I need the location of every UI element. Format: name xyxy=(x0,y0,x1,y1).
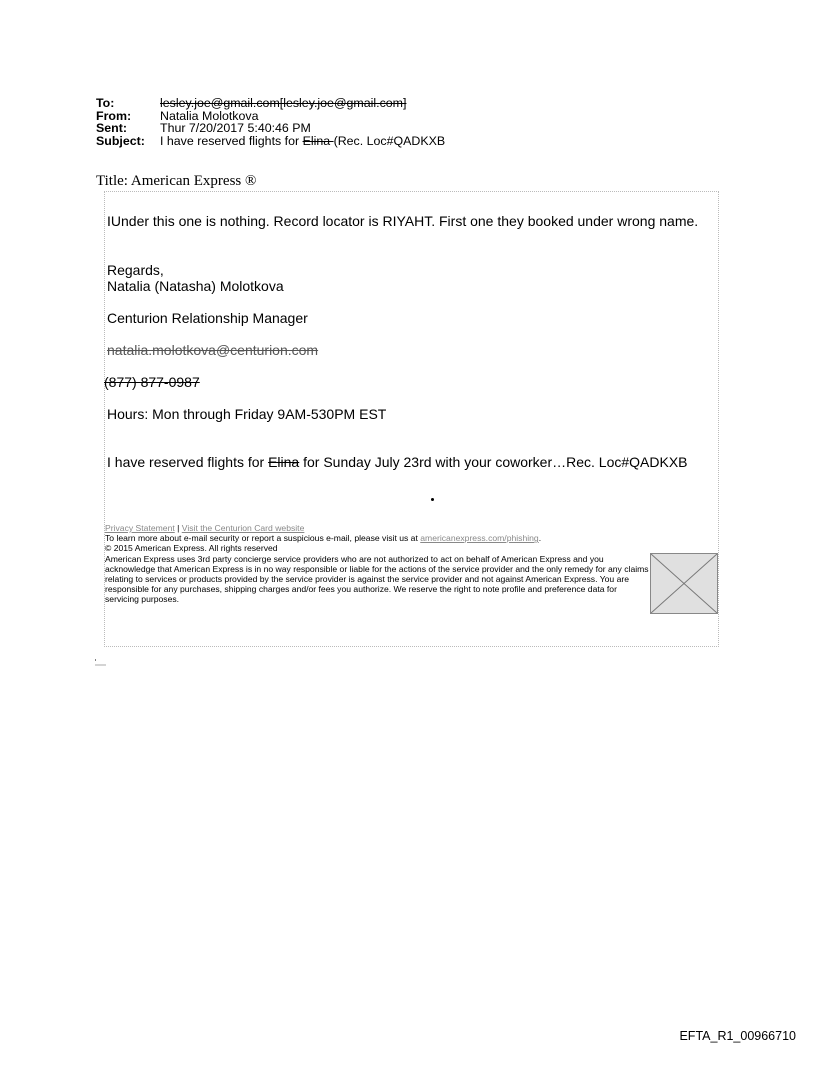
signature-role: Centurion Relationship Manager xyxy=(107,310,308,326)
to-label: To: xyxy=(96,96,115,110)
to-value: lesley.joe@gmail.com[lesley.joe@gmail.com] xyxy=(160,96,407,110)
subject-prefix: I have reserved flights for xyxy=(160,133,303,148)
to-row xyxy=(96,97,445,110)
email-header xyxy=(96,97,445,147)
copyright: © 2015 American Express. All rights reserved xyxy=(105,543,278,554)
signature-name: Natalia (Natasha) Molotkova xyxy=(107,278,284,294)
stray-dot xyxy=(431,498,434,501)
body-line-1: IUnder this one is nothing. Record locator is RIYAHT. First one they booked under wrong name. xyxy=(107,213,699,229)
email-footer xyxy=(105,523,650,605)
regards: Regards, xyxy=(107,262,164,278)
reserved-redacted: Elina xyxy=(268,454,300,470)
redacted-email: natalia.molotkova@centurion.com xyxy=(107,342,319,358)
from-label: From: xyxy=(96,108,132,123)
sent-label: Sent: xyxy=(96,121,127,135)
disclaimer: American Express uses 3rd party concierge service providers who are not authorized to act on behalf of American Express and you acknowledge that American Express is in no way responsible or liable for the actions of the service provider and the only remedy for any claims relating to services or products provided by the service provider is against the service provider and not against American Express. You are responsible for any purchases, shipping charges and/or fees you authorize. We reserve the right to note profile and preference data for servicing purposes. xyxy=(105,553,649,605)
phishing-link[interactable]: americanexpress.com/phishing xyxy=(420,533,539,544)
redacted-phone: (877) 877-0987 xyxy=(104,374,200,390)
subject-row xyxy=(96,135,445,148)
reserved-prefix: I have reserved flights for xyxy=(107,454,269,470)
footer-links xyxy=(105,523,650,533)
sent-value: Thur 7/20/2017 5:40:46 PM xyxy=(160,121,311,135)
tiny-mark xyxy=(95,659,106,667)
security-period: . xyxy=(538,533,542,544)
broken-image-placeholder xyxy=(650,553,718,614)
reserved-suffix: for Sunday July 23rd with your coworker…Rec. Loc#QADKXB xyxy=(299,454,688,470)
privacy-statement-link[interactable]: Privacy Statement xyxy=(105,523,175,533)
from-value: Natalia Molotkova xyxy=(160,108,259,123)
bates-number: EFTA_R1_00966710 xyxy=(679,1029,796,1043)
image-placeholder-icon xyxy=(651,554,717,613)
hours: Hours: Mon through Friday 9AM-530PM EST xyxy=(107,406,387,422)
security-text: To learn more about e-mail security or report a suspicious e-mail, please visit us at xyxy=(105,533,421,544)
document-title: Title: American Express ® xyxy=(96,173,257,189)
reserved-line xyxy=(107,454,688,470)
sent-row xyxy=(96,122,445,135)
centurion-card-link[interactable]: Visit the Centurion Card website xyxy=(181,523,305,533)
subject-redacted: Elina xyxy=(302,133,334,148)
subject-label: Subject: xyxy=(96,133,145,148)
security-line xyxy=(105,533,650,543)
footer-separator: | xyxy=(174,523,182,533)
subject-suffix: (Rec. Loc#QADKXB xyxy=(333,133,446,148)
